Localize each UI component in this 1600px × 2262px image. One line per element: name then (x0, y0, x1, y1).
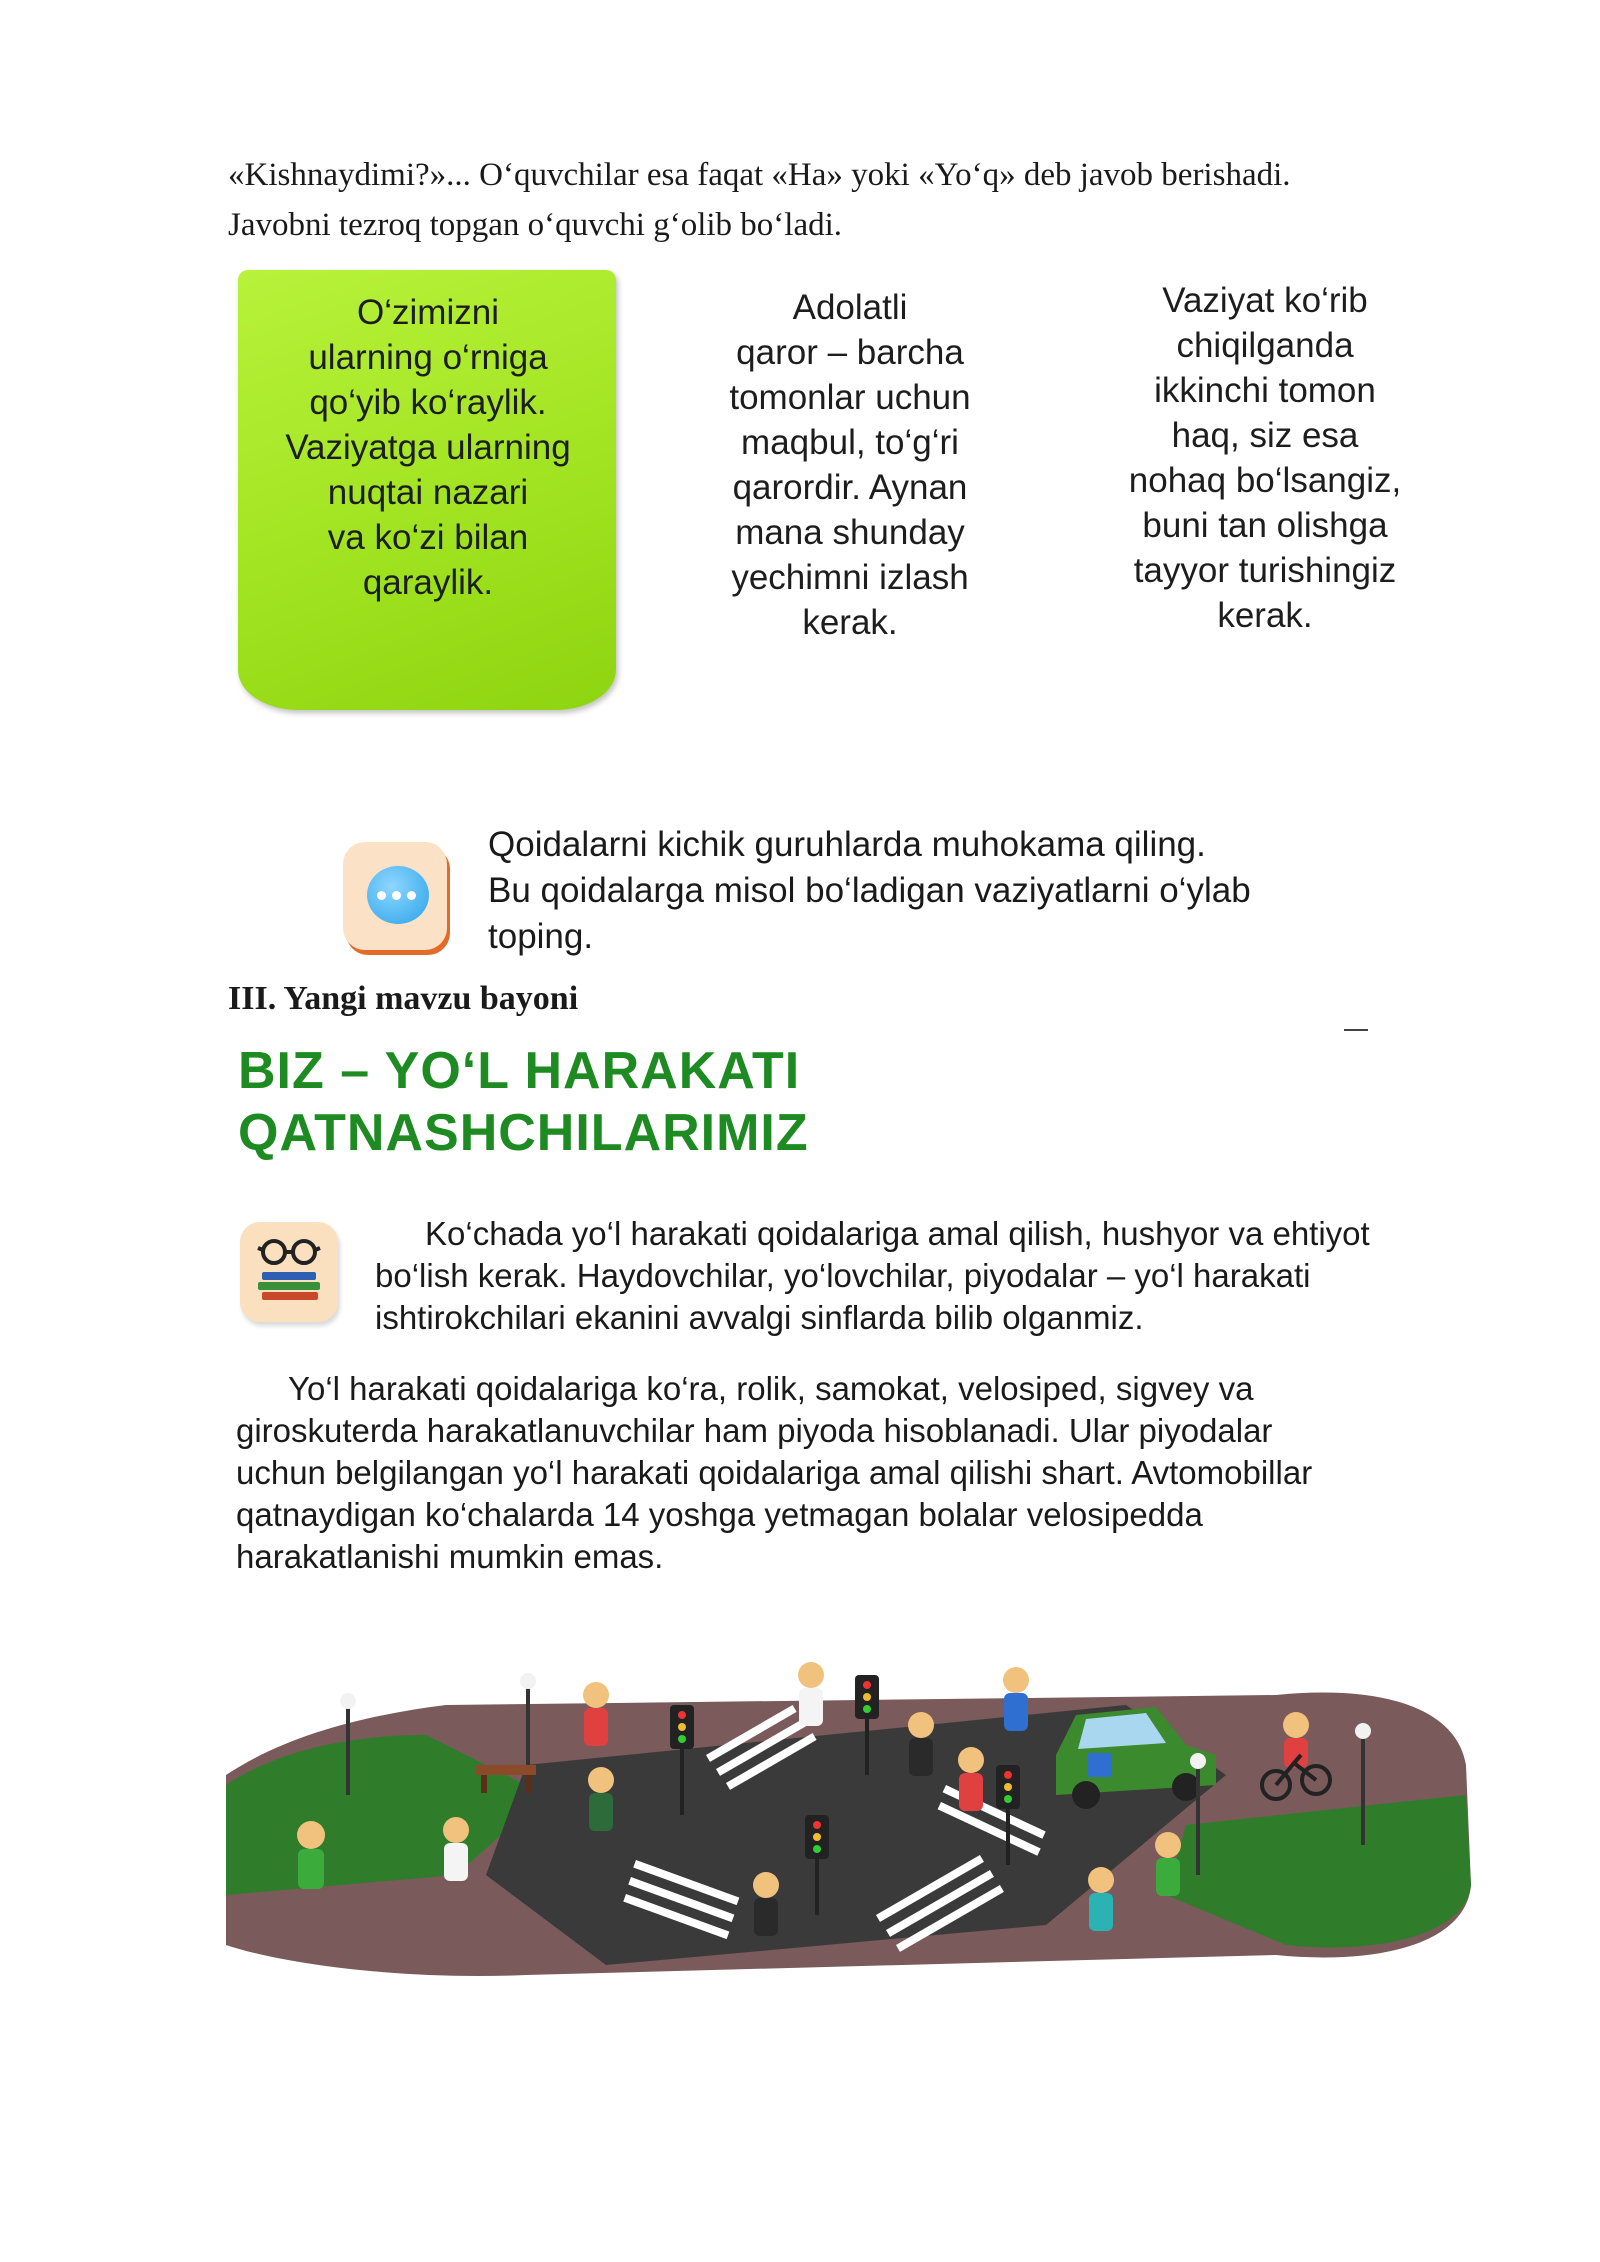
right-tip-line: ikkinchi tomon (1154, 371, 1376, 410)
lesson-title-line: BIZ – YO‘L HARAKATI (238, 1042, 801, 1100)
intro-line-2: Javobni tezroq topgan o‘quvchi g‘olib bo‘ladi. (228, 207, 843, 243)
middle-tip-line: Adolatli (792, 288, 908, 327)
middle-tip-line: maqbul, to‘g‘ri (741, 423, 959, 462)
right-tip-line: kerak. (1217, 596, 1313, 635)
middle-tip-line: qarordir. Aynan (732, 468, 968, 507)
middle-tip-line: yechimni izlash (731, 558, 969, 597)
street-intersection-illustration (226, 1645, 1476, 1985)
lesson-title (238, 1040, 809, 1164)
glasses-books-icon (240, 1222, 338, 1322)
middle-tip-line: mana shunday (735, 513, 965, 552)
green-tip-line: ularning o‘rniga (308, 338, 548, 377)
intro-line-1: «Kishnaydimi?»... O‘quvchilar esa faqat «Ha» yoki «Yo‘q» deb javob berishadi. (228, 157, 1291, 193)
divider (1344, 1029, 1368, 1031)
discussion-line: toping. (488, 917, 594, 956)
paragraph-2-line: qatnaydigan ko‘chalarda 14 yoshga yetmagan bolalar velosipedda (236, 1496, 1203, 1533)
paragraph-1-line: ishtirokchilari ekanini avvalgi sinflarda bilib olganmiz. (375, 1299, 1144, 1336)
lesson-title-line: QATNASHCHILARIMIZ (238, 1104, 809, 1162)
green-tip-line: nuqtai nazari (327, 473, 529, 512)
discussion-text (488, 822, 1368, 960)
paragraph-1 (375, 1213, 1460, 1339)
middle-tip-line: qaror – barcha (736, 333, 964, 372)
paragraph-2 (236, 1368, 1456, 1578)
right-tip-line: chiqilganda (1176, 326, 1354, 365)
middle-tip-text (700, 285, 1000, 645)
green-tip-line: Vaziyatga ularning (285, 428, 571, 467)
green-tip-line: O‘zimizni (357, 293, 499, 332)
paragraph-2-line: Yo‘l harakati qoidalariga ko‘ra, rolik, samokat, velosiped, sigvey va (288, 1370, 1254, 1407)
paragraph-2-line: giroskuterda harakatlanuvchilar ham piyoda hisoblanadi. Ular piyodalar (236, 1412, 1273, 1449)
right-tip-line: buni tan olishga (1142, 506, 1388, 545)
paragraph-1-line: bo‘lish kerak. Haydovchilar, yo‘lovchilar, piyodalar – yo‘l harakati (375, 1257, 1311, 1294)
green-tip-line: va ko‘zi bilan (327, 518, 529, 557)
chat-dot (407, 891, 416, 900)
paragraph-2-line: harakatlanishi mumkin emas. (236, 1538, 664, 1575)
right-tip-text (1090, 278, 1440, 638)
green-tip-text (258, 290, 598, 605)
right-tip-line: haq, siz esa (1171, 416, 1359, 455)
right-tip-line: nohaq bo‘lsangiz, (1128, 461, 1402, 500)
green-tip-line: qaraylik. (362, 563, 494, 602)
paragraph-1-line: Ko‘chada yo‘l harakati qoidalariga amal qilish, hushyor va ehtiyot (425, 1215, 1370, 1252)
intro-text (228, 150, 1470, 250)
chat-dot (392, 891, 401, 900)
discussion-line: Qoidalarni kichik guruhlarda muhokama qiling. (488, 825, 1206, 864)
right-tip-line: tayyor turishingiz (1133, 551, 1397, 590)
chat-dot (377, 891, 386, 900)
green-tip-line: qo‘yib ko‘raylik. (309, 383, 547, 422)
paragraph-2-line: uchun belgilangan yo‘l harakati qoidalariga amal qilishi shart. Avtomobillar (236, 1454, 1313, 1491)
middle-tip-line: tomonlar uchun (729, 378, 971, 417)
section-heading: III. Yangi mavzu bayoni (228, 980, 579, 1017)
middle-tip-line: kerak. (802, 603, 898, 642)
right-tip-line: Vaziyat ko‘rib (1162, 281, 1368, 320)
discussion-line: Bu qoidalarga misol bo‘ladigan vaziyatlarni o‘ylab (488, 871, 1251, 910)
